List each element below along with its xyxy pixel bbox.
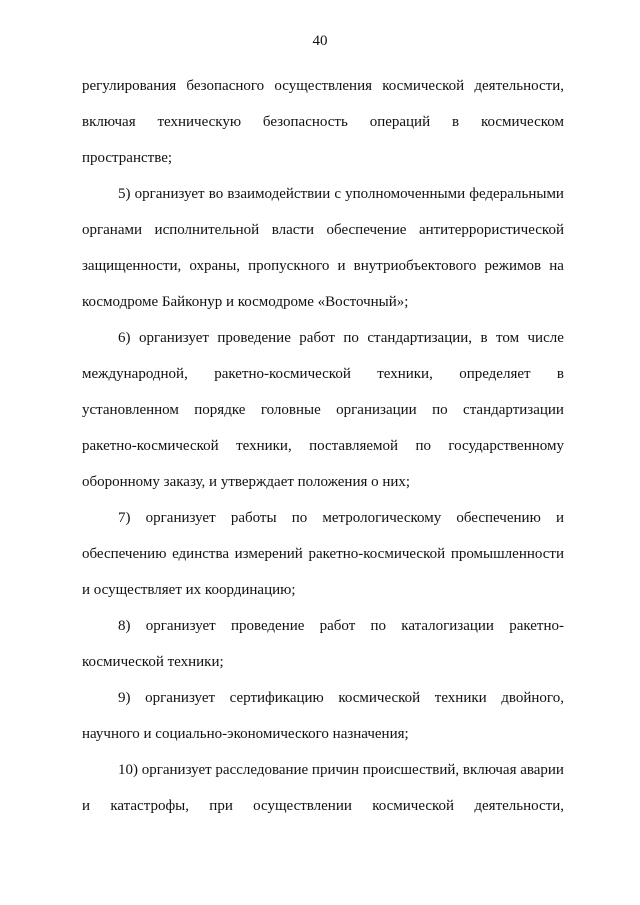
word: охраны, <box>189 258 241 274</box>
word: в <box>480 330 488 346</box>
word: пространстве; <box>82 150 173 166</box>
word: в <box>451 114 460 130</box>
word: стандартизации <box>463 402 564 418</box>
word: проведение <box>217 330 291 346</box>
word: на <box>549 258 564 274</box>
word: международной, <box>82 366 188 382</box>
word: деятельности, <box>474 798 564 814</box>
word: защищенности, <box>82 258 182 274</box>
text-line <box>82 680 564 716</box>
word: каталогизации <box>401 618 494 634</box>
word: проведение <box>230 618 305 634</box>
text-line <box>82 140 564 176</box>
text-line <box>82 392 564 428</box>
word: расследование <box>215 762 309 778</box>
word: по <box>291 510 308 526</box>
word: во <box>208 186 224 202</box>
word: катастрофы, <box>110 798 189 814</box>
word: поставляемой <box>309 438 399 454</box>
word: сертификацию <box>229 690 324 706</box>
word: ракетно- <box>509 618 564 634</box>
word: том <box>496 330 520 346</box>
word: аварии <box>520 762 564 778</box>
word: безопасного <box>186 78 265 94</box>
text-line <box>82 644 564 680</box>
word: единства <box>172 546 229 562</box>
text-line <box>82 788 564 824</box>
word: организует <box>145 690 216 706</box>
word: техническую <box>157 114 242 130</box>
word: органами <box>82 222 143 238</box>
text-line <box>82 428 564 464</box>
word: 7) <box>118 510 131 526</box>
word: в <box>556 366 564 382</box>
word: 9) <box>118 690 131 706</box>
word: деятельности, <box>474 78 564 94</box>
word: метрологическому <box>322 510 442 526</box>
word: включая <box>82 114 136 130</box>
word: космической <box>382 78 465 94</box>
word: двойного, <box>501 690 564 706</box>
word: причин <box>311 762 360 778</box>
word: научного и социально-экономического назначения; <box>82 726 409 742</box>
word: организует <box>141 762 212 778</box>
word: с <box>334 186 342 202</box>
text-line <box>82 68 564 104</box>
word: 5) <box>118 186 131 202</box>
word: и <box>337 258 346 274</box>
text-line <box>82 572 564 608</box>
word: власти <box>271 222 315 238</box>
word: обеспечению <box>82 546 167 562</box>
word: оборонному заказу, и утверждает положения о них; <box>82 474 411 490</box>
word: организует <box>134 186 205 202</box>
page-number: 40 <box>312 33 328 49</box>
text-line <box>82 716 564 752</box>
word: работ <box>319 618 356 634</box>
word: промышленности <box>450 546 564 562</box>
word: по <box>370 618 387 634</box>
text-line <box>82 464 564 500</box>
word: определяет <box>459 366 531 382</box>
text-line <box>82 284 564 320</box>
word: установленном <box>82 402 179 418</box>
word: измерений <box>234 546 303 562</box>
text-line <box>82 212 564 248</box>
word: обеспечение <box>326 222 407 238</box>
word: антитеррористической <box>418 222 564 238</box>
word: операций <box>369 114 431 130</box>
document-body <box>82 68 564 824</box>
word: порядке <box>194 402 246 418</box>
text-line <box>82 752 564 788</box>
word: и осуществляет их координацию; <box>82 582 296 598</box>
word: организует <box>138 330 209 346</box>
word: регулирования <box>82 78 177 94</box>
word: 10) <box>118 762 138 778</box>
word: включая <box>462 762 517 778</box>
text-line <box>82 536 564 572</box>
word: при <box>209 798 233 814</box>
word: организует <box>145 510 216 526</box>
word: 6) <box>118 330 131 346</box>
word: 8) <box>118 618 131 634</box>
word: головные <box>260 402 321 418</box>
word: и <box>555 510 564 526</box>
word: числе <box>527 330 564 346</box>
text-line <box>82 356 564 392</box>
word: и <box>82 798 91 814</box>
word: пропускного <box>248 258 330 274</box>
word: обеспечению <box>456 510 541 526</box>
word: осуществлении <box>253 798 352 814</box>
word: уполномоченными <box>345 186 466 202</box>
word: организации <box>336 402 417 418</box>
word: работ <box>299 330 335 346</box>
word: по <box>343 330 359 346</box>
word: ракетно-космической <box>82 438 219 454</box>
text-line <box>82 500 564 536</box>
word: ракетно-космической <box>214 366 351 382</box>
word: по <box>415 438 431 454</box>
word: безопасность <box>262 114 348 130</box>
word: ракетно-космической <box>308 546 446 562</box>
word: организует <box>145 618 216 634</box>
word: работы <box>230 510 277 526</box>
word: техники, <box>377 366 433 382</box>
word: взаимодействии <box>227 186 331 202</box>
word: космической техники; <box>82 654 224 670</box>
text-line <box>82 608 564 644</box>
text-line <box>82 176 564 212</box>
word: стандартизации, <box>367 330 473 346</box>
word: космическом <box>480 114 564 130</box>
word: космической <box>372 798 455 814</box>
text-line <box>82 248 564 284</box>
word: космодроме Байконур и космодроме «Восточный»; <box>82 294 409 310</box>
word: исполнительной <box>154 222 260 238</box>
word: осуществления <box>274 78 373 94</box>
word: техники, <box>236 438 292 454</box>
word: космической <box>338 690 421 706</box>
word: по <box>432 402 448 418</box>
word: происшествий, <box>362 762 460 778</box>
word: внутриобъектового <box>353 258 477 274</box>
word: федеральными <box>469 186 564 202</box>
word: техники <box>434 690 487 706</box>
word: режимов <box>484 258 542 274</box>
text-line <box>82 104 564 140</box>
text-line <box>82 320 564 356</box>
word: государственному <box>448 438 564 454</box>
